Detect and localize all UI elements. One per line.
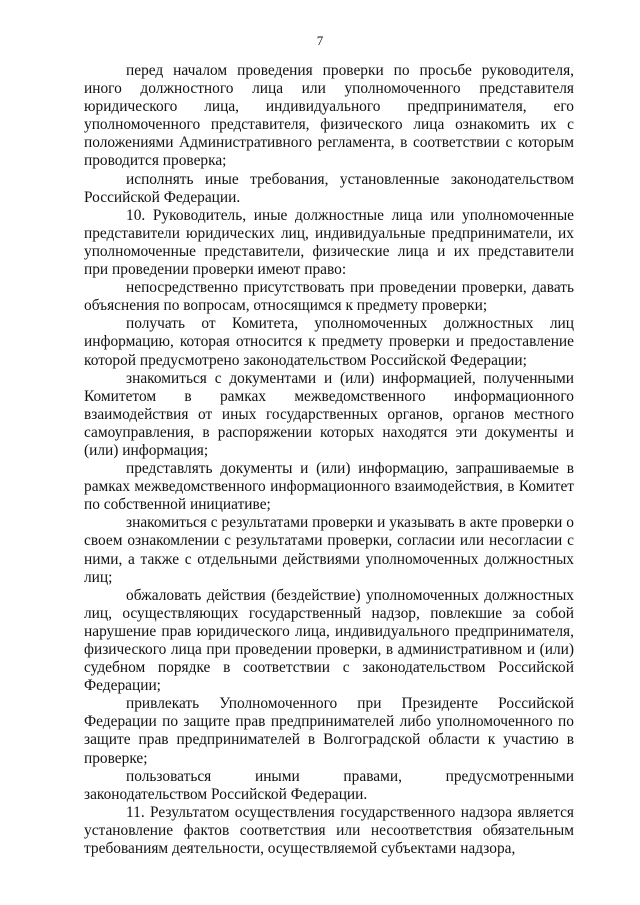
document-body: [84, 62, 574, 858]
paragraph-2: исполнять иные требования, установленные законодательством Российской Федерации.: [84, 170, 574, 206]
paragraph-12: 11. Результатом осуществления государственного надзора является установление фактов соответствия или несоответствия обязательным требованиям деятельности, осуществляемой субъектами надзора,: [84, 803, 574, 858]
paragraph-11: пользоваться иными правами, предусмотренными законодательством Российской Федерации.: [84, 767, 574, 803]
paragraph-8: знакомиться с результатами проверки и указывать в акте проверки о своем ознакомлении с результатами проверки, согласии или несогласии с ними, а также с отдельными действиями уполномоченных должностных лиц;: [84, 514, 574, 586]
paragraph-7: представлять документы и (или) информацию, запрашиваемые в рамках межведомственного информационного взаимодействия, в Комитет по собственной инициативе;: [84, 460, 574, 514]
paragraph-6: знакомиться с документами и (или) информацией, полученными Комитетом в рамках межведомственного информационного взаимодействия от иных государственных органов, органов местного самоуправления, в распоряжении которых находятся эти документы и (или) информация;: [84, 369, 574, 459]
paragraph-9: обжаловать действия (бездействие) уполномоченных должностных лиц, осуществляющих государственный надзор, повлекшие за собой нарушение прав юридического лица, индивидуального предпринимателя, физического лица при проведении проверки, в административном и (или) судебном порядке в соответствии с законодательством Российской Федерации;: [84, 586, 574, 695]
paragraph-1: перед началом проведения проверки по просьбе руководителя, иного должностного лица или уполномоченного представителя юридического лица, индивидуального предпринимателя, его уполномоченного представителя, физического лица ознакомить их с положениями Административного регламента, в соответствии с которым проводится проверка;: [84, 62, 574, 170]
page-number: 7: [316, 33, 324, 48]
paragraph-10: привлекать Уполномоченного при Президенте Российской Федерации по защите прав предпринимателей либо уполномоченного по защите прав предпринимателей в Волгоградской области к участию в проверке;: [84, 695, 574, 767]
paragraph-4: непосредственно присутствовать при проведении проверки, давать объяснения по вопросам, относящимся к предмету проверки;: [84, 279, 574, 315]
paragraph-3: 10. Руководитель, иные должностные лица или уполномоченные представители юридических лиц, индивидуальные предприниматели, их уполномоченные представители, физические лица и их представители при проведении проверки имеют право:: [84, 206, 574, 279]
paragraph-5: получать от Комитета, уполномоченных должностных лиц информацию, которая относится к предмету проверки и предоставление которой предусмотрено законодательством Российской Федерации;: [84, 315, 574, 369]
